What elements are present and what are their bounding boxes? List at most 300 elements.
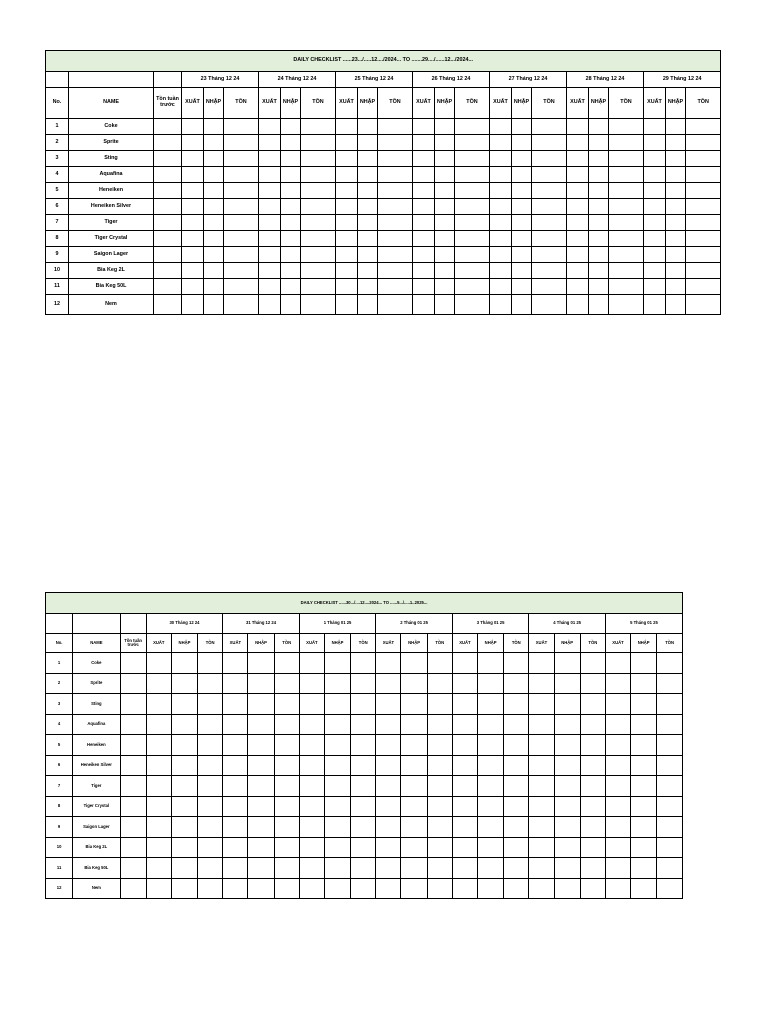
stock-cell[interactable]: [504, 673, 529, 694]
import-cell[interactable]: [512, 199, 532, 215]
export-cell[interactable]: [182, 231, 204, 247]
stock-cell[interactable]: [274, 755, 299, 776]
export-cell[interactable]: [413, 135, 435, 151]
stock-cell[interactable]: [580, 673, 605, 694]
export-cell[interactable]: [259, 183, 281, 199]
export-cell[interactable]: [223, 858, 248, 879]
import-cell[interactable]: [512, 279, 532, 295]
export-cell[interactable]: [567, 119, 589, 135]
import-cell[interactable]: [666, 135, 686, 151]
import-cell[interactable]: [324, 673, 350, 694]
import-cell[interactable]: [512, 295, 532, 315]
export-cell[interactable]: [259, 295, 281, 315]
stock-cell[interactable]: [274, 878, 299, 899]
stock-cell[interactable]: [351, 673, 376, 694]
export-cell[interactable]: [605, 755, 630, 776]
stock-cell[interactable]: [427, 878, 452, 899]
import-cell[interactable]: [171, 735, 197, 756]
export-cell[interactable]: [490, 279, 512, 295]
export-cell[interactable]: [182, 279, 204, 295]
import-cell[interactable]: [171, 776, 197, 797]
export-cell[interactable]: [644, 151, 666, 167]
export-cell[interactable]: [490, 135, 512, 151]
import-cell[interactable]: [248, 673, 274, 694]
import-cell[interactable]: [589, 263, 609, 279]
import-cell[interactable]: [512, 263, 532, 279]
import-cell[interactable]: [554, 735, 580, 756]
stock-cell[interactable]: [274, 653, 299, 674]
stock-cell[interactable]: [455, 295, 490, 315]
stock-cell[interactable]: [657, 858, 683, 879]
stock-cell[interactable]: [609, 167, 644, 183]
import-cell[interactable]: [631, 673, 657, 694]
export-cell[interactable]: [299, 837, 324, 858]
import-cell[interactable]: [401, 796, 427, 817]
stock-cell[interactable]: [427, 673, 452, 694]
export-cell[interactable]: [413, 167, 435, 183]
stock-cell[interactable]: [657, 653, 683, 674]
opening-stock-cell[interactable]: [120, 817, 146, 838]
stock-cell[interactable]: [686, 135, 721, 151]
opening-stock-cell[interactable]: [154, 295, 182, 315]
stock-cell[interactable]: [504, 817, 529, 838]
import-cell[interactable]: [281, 199, 301, 215]
import-cell[interactable]: [512, 167, 532, 183]
import-cell[interactable]: [248, 755, 274, 776]
stock-cell[interactable]: [657, 796, 683, 817]
export-cell[interactable]: [223, 817, 248, 838]
opening-stock-cell[interactable]: [120, 776, 146, 797]
stock-cell[interactable]: [224, 119, 259, 135]
import-cell[interactable]: [554, 878, 580, 899]
export-cell[interactable]: [376, 837, 401, 858]
import-cell[interactable]: [631, 837, 657, 858]
import-cell[interactable]: [204, 279, 224, 295]
stock-cell[interactable]: [609, 199, 644, 215]
import-cell[interactable]: [401, 673, 427, 694]
stock-cell[interactable]: [532, 279, 567, 295]
export-cell[interactable]: [529, 858, 554, 879]
export-cell[interactable]: [259, 135, 281, 151]
stock-cell[interactable]: [686, 279, 721, 295]
import-cell[interactable]: [324, 755, 350, 776]
export-cell[interactable]: [490, 119, 512, 135]
export-cell[interactable]: [223, 673, 248, 694]
stock-cell[interactable]: [351, 817, 376, 838]
export-cell[interactable]: [182, 135, 204, 151]
import-cell[interactable]: [358, 167, 378, 183]
stock-cell[interactable]: [198, 796, 223, 817]
export-cell[interactable]: [336, 199, 358, 215]
import-cell[interactable]: [589, 247, 609, 263]
export-cell[interactable]: [605, 858, 630, 879]
import-cell[interactable]: [281, 151, 301, 167]
export-cell[interactable]: [336, 263, 358, 279]
import-cell[interactable]: [631, 796, 657, 817]
import-cell[interactable]: [171, 878, 197, 899]
export-cell[interactable]: [605, 694, 630, 715]
import-cell[interactable]: [324, 653, 350, 674]
export-cell[interactable]: [644, 215, 666, 231]
stock-cell[interactable]: [378, 279, 413, 295]
export-cell[interactable]: [413, 295, 435, 315]
import-cell[interactable]: [478, 776, 504, 797]
stock-cell[interactable]: [455, 167, 490, 183]
export-cell[interactable]: [146, 694, 171, 715]
export-cell[interactable]: [182, 215, 204, 231]
import-cell[interactable]: [171, 653, 197, 674]
export-cell[interactable]: [146, 776, 171, 797]
export-cell[interactable]: [452, 837, 477, 858]
import-cell[interactable]: [281, 135, 301, 151]
export-cell[interactable]: [452, 735, 477, 756]
import-cell[interactable]: [666, 151, 686, 167]
stock-cell[interactable]: [532, 167, 567, 183]
export-cell[interactable]: [644, 183, 666, 199]
stock-cell[interactable]: [427, 858, 452, 879]
stock-cell[interactable]: [351, 755, 376, 776]
export-cell[interactable]: [529, 817, 554, 838]
stock-cell[interactable]: [686, 263, 721, 279]
stock-cell[interactable]: [301, 295, 336, 315]
import-cell[interactable]: [324, 796, 350, 817]
stock-cell[interactable]: [301, 247, 336, 263]
export-cell[interactable]: [490, 151, 512, 167]
stock-cell[interactable]: [351, 858, 376, 879]
stock-cell[interactable]: [686, 167, 721, 183]
export-cell[interactable]: [644, 263, 666, 279]
stock-cell[interactable]: [686, 151, 721, 167]
stock-cell[interactable]: [686, 231, 721, 247]
stock-cell[interactable]: [609, 119, 644, 135]
stock-cell[interactable]: [532, 183, 567, 199]
opening-stock-cell[interactable]: [154, 119, 182, 135]
import-cell[interactable]: [281, 183, 301, 199]
import-cell[interactable]: [248, 817, 274, 838]
import-cell[interactable]: [666, 215, 686, 231]
export-cell[interactable]: [336, 279, 358, 295]
import-cell[interactable]: [589, 279, 609, 295]
stock-cell[interactable]: [224, 231, 259, 247]
import-cell[interactable]: [171, 837, 197, 858]
import-cell[interactable]: [478, 817, 504, 838]
stock-cell[interactable]: [609, 279, 644, 295]
stock-cell[interactable]: [686, 295, 721, 315]
stock-cell[interactable]: [504, 837, 529, 858]
export-cell[interactable]: [223, 796, 248, 817]
export-cell[interactable]: [223, 837, 248, 858]
import-cell[interactable]: [478, 714, 504, 735]
stock-cell[interactable]: [427, 837, 452, 858]
import-cell[interactable]: [171, 817, 197, 838]
opening-stock-cell[interactable]: [120, 755, 146, 776]
import-cell[interactable]: [204, 167, 224, 183]
import-cell[interactable]: [401, 817, 427, 838]
export-cell[interactable]: [336, 135, 358, 151]
export-cell[interactable]: [413, 183, 435, 199]
import-cell[interactable]: [554, 714, 580, 735]
import-cell[interactable]: [554, 694, 580, 715]
export-cell[interactable]: [605, 776, 630, 797]
export-cell[interactable]: [376, 653, 401, 674]
export-cell[interactable]: [223, 735, 248, 756]
import-cell[interactable]: [631, 776, 657, 797]
import-cell[interactable]: [358, 279, 378, 295]
import-cell[interactable]: [631, 653, 657, 674]
stock-cell[interactable]: [274, 796, 299, 817]
export-cell[interactable]: [452, 755, 477, 776]
export-cell[interactable]: [376, 817, 401, 838]
stock-cell[interactable]: [351, 837, 376, 858]
export-cell[interactable]: [490, 295, 512, 315]
export-cell[interactable]: [529, 878, 554, 899]
export-cell[interactable]: [259, 215, 281, 231]
import-cell[interactable]: [435, 295, 455, 315]
export-cell[interactable]: [182, 199, 204, 215]
import-cell[interactable]: [512, 151, 532, 167]
stock-cell[interactable]: [427, 796, 452, 817]
stock-cell[interactable]: [532, 231, 567, 247]
import-cell[interactable]: [281, 215, 301, 231]
import-cell[interactable]: [631, 735, 657, 756]
export-cell[interactable]: [146, 796, 171, 817]
export-cell[interactable]: [605, 735, 630, 756]
stock-cell[interactable]: [274, 817, 299, 838]
import-cell[interactable]: [171, 673, 197, 694]
stock-cell[interactable]: [657, 817, 683, 838]
export-cell[interactable]: [146, 735, 171, 756]
stock-cell[interactable]: [504, 714, 529, 735]
stock-cell[interactable]: [301, 215, 336, 231]
import-cell[interactable]: [358, 135, 378, 151]
stock-cell[interactable]: [580, 878, 605, 899]
export-cell[interactable]: [567, 279, 589, 295]
stock-cell[interactable]: [351, 735, 376, 756]
export-cell[interactable]: [336, 295, 358, 315]
import-cell[interactable]: [248, 776, 274, 797]
stock-cell[interactable]: [274, 858, 299, 879]
export-cell[interactable]: [182, 295, 204, 315]
stock-cell[interactable]: [580, 837, 605, 858]
stock-cell[interactable]: [504, 755, 529, 776]
import-cell[interactable]: [512, 215, 532, 231]
stock-cell[interactable]: [609, 215, 644, 231]
stock-cell[interactable]: [580, 694, 605, 715]
export-cell[interactable]: [336, 151, 358, 167]
stock-cell[interactable]: [198, 817, 223, 838]
export-cell[interactable]: [644, 135, 666, 151]
import-cell[interactable]: [401, 735, 427, 756]
stock-cell[interactable]: [301, 231, 336, 247]
import-cell[interactable]: [666, 231, 686, 247]
export-cell[interactable]: [452, 714, 477, 735]
stock-cell[interactable]: [609, 135, 644, 151]
import-cell[interactable]: [401, 858, 427, 879]
export-cell[interactable]: [644, 119, 666, 135]
stock-cell[interactable]: [351, 694, 376, 715]
export-cell[interactable]: [644, 167, 666, 183]
export-cell[interactable]: [376, 878, 401, 899]
export-cell[interactable]: [376, 735, 401, 756]
stock-cell[interactable]: [378, 135, 413, 151]
export-cell[interactable]: [605, 653, 630, 674]
export-cell[interactable]: [529, 714, 554, 735]
export-cell[interactable]: [146, 673, 171, 694]
export-cell[interactable]: [529, 796, 554, 817]
stock-cell[interactable]: [609, 231, 644, 247]
stock-cell[interactable]: [427, 694, 452, 715]
stock-cell[interactable]: [657, 755, 683, 776]
import-cell[interactable]: [512, 231, 532, 247]
import-cell[interactable]: [358, 263, 378, 279]
import-cell[interactable]: [478, 858, 504, 879]
export-cell[interactable]: [336, 231, 358, 247]
import-cell[interactable]: [204, 295, 224, 315]
opening-stock-cell[interactable]: [120, 673, 146, 694]
stock-cell[interactable]: [301, 263, 336, 279]
export-cell[interactable]: [413, 199, 435, 215]
import-cell[interactable]: [435, 167, 455, 183]
stock-cell[interactable]: [657, 878, 683, 899]
export-cell[interactable]: [223, 755, 248, 776]
stock-cell[interactable]: [657, 714, 683, 735]
import-cell[interactable]: [324, 837, 350, 858]
stock-cell[interactable]: [532, 199, 567, 215]
export-cell[interactable]: [376, 714, 401, 735]
import-cell[interactable]: [589, 167, 609, 183]
stock-cell[interactable]: [198, 694, 223, 715]
stock-cell[interactable]: [455, 247, 490, 263]
import-cell[interactable]: [589, 295, 609, 315]
stock-cell[interactable]: [378, 183, 413, 199]
export-cell[interactable]: [567, 231, 589, 247]
export-cell[interactable]: [336, 167, 358, 183]
export-cell[interactable]: [490, 183, 512, 199]
import-cell[interactable]: [554, 858, 580, 879]
export-cell[interactable]: [299, 694, 324, 715]
export-cell[interactable]: [146, 858, 171, 879]
stock-cell[interactable]: [686, 119, 721, 135]
export-cell[interactable]: [259, 199, 281, 215]
export-cell[interactable]: [376, 673, 401, 694]
import-cell[interactable]: [478, 755, 504, 776]
stock-cell[interactable]: [198, 837, 223, 858]
import-cell[interactable]: [204, 135, 224, 151]
stock-cell[interactable]: [224, 199, 259, 215]
export-cell[interactable]: [376, 858, 401, 879]
import-cell[interactable]: [554, 673, 580, 694]
import-cell[interactable]: [478, 673, 504, 694]
import-cell[interactable]: [589, 135, 609, 151]
import-cell[interactable]: [666, 263, 686, 279]
import-cell[interactable]: [666, 199, 686, 215]
stock-cell[interactable]: [351, 714, 376, 735]
export-cell[interactable]: [182, 263, 204, 279]
stock-cell[interactable]: [657, 694, 683, 715]
export-cell[interactable]: [567, 263, 589, 279]
import-cell[interactable]: [589, 215, 609, 231]
import-cell[interactable]: [358, 231, 378, 247]
stock-cell[interactable]: [532, 151, 567, 167]
stock-cell[interactable]: [657, 735, 683, 756]
import-cell[interactable]: [358, 183, 378, 199]
stock-cell[interactable]: [351, 653, 376, 674]
stock-cell[interactable]: [378, 231, 413, 247]
stock-cell[interactable]: [532, 135, 567, 151]
export-cell[interactable]: [376, 796, 401, 817]
import-cell[interactable]: [358, 151, 378, 167]
import-cell[interactable]: [666, 167, 686, 183]
export-cell[interactable]: [376, 776, 401, 797]
stock-cell[interactable]: [609, 151, 644, 167]
export-cell[interactable]: [529, 653, 554, 674]
opening-stock-cell[interactable]: [154, 135, 182, 151]
export-cell[interactable]: [452, 817, 477, 838]
import-cell[interactable]: [358, 119, 378, 135]
opening-stock-cell[interactable]: [154, 215, 182, 231]
stock-cell[interactable]: [580, 776, 605, 797]
stock-cell[interactable]: [224, 167, 259, 183]
import-cell[interactable]: [358, 199, 378, 215]
export-cell[interactable]: [376, 755, 401, 776]
stock-cell[interactable]: [301, 167, 336, 183]
stock-cell[interactable]: [378, 119, 413, 135]
stock-cell[interactable]: [609, 247, 644, 263]
import-cell[interactable]: [435, 263, 455, 279]
import-cell[interactable]: [171, 796, 197, 817]
stock-cell[interactable]: [686, 183, 721, 199]
opening-stock-cell[interactable]: [154, 231, 182, 247]
stock-cell[interactable]: [455, 263, 490, 279]
export-cell[interactable]: [644, 199, 666, 215]
stock-cell[interactable]: [427, 817, 452, 838]
import-cell[interactable]: [324, 714, 350, 735]
export-cell[interactable]: [299, 858, 324, 879]
stock-cell[interactable]: [274, 776, 299, 797]
import-cell[interactable]: [204, 263, 224, 279]
stock-cell[interactable]: [532, 263, 567, 279]
stock-cell[interactable]: [427, 653, 452, 674]
import-cell[interactable]: [512, 183, 532, 199]
stock-cell[interactable]: [224, 215, 259, 231]
stock-cell[interactable]: [301, 279, 336, 295]
stock-cell[interactable]: [504, 694, 529, 715]
import-cell[interactable]: [512, 135, 532, 151]
export-cell[interactable]: [644, 295, 666, 315]
stock-cell[interactable]: [532, 295, 567, 315]
export-cell[interactable]: [299, 796, 324, 817]
import-cell[interactable]: [281, 119, 301, 135]
export-cell[interactable]: [146, 837, 171, 858]
opening-stock-cell[interactable]: [120, 735, 146, 756]
import-cell[interactable]: [204, 215, 224, 231]
export-cell[interactable]: [223, 878, 248, 899]
opening-stock-cell[interactable]: [154, 247, 182, 263]
export-cell[interactable]: [259, 263, 281, 279]
import-cell[interactable]: [281, 263, 301, 279]
import-cell[interactable]: [171, 858, 197, 879]
stock-cell[interactable]: [301, 199, 336, 215]
import-cell[interactable]: [358, 247, 378, 263]
stock-cell[interactable]: [274, 694, 299, 715]
import-cell[interactable]: [589, 183, 609, 199]
stock-cell[interactable]: [378, 199, 413, 215]
stock-cell[interactable]: [504, 796, 529, 817]
import-cell[interactable]: [401, 878, 427, 899]
import-cell[interactable]: [478, 694, 504, 715]
export-cell[interactable]: [182, 247, 204, 263]
export-cell[interactable]: [299, 714, 324, 735]
